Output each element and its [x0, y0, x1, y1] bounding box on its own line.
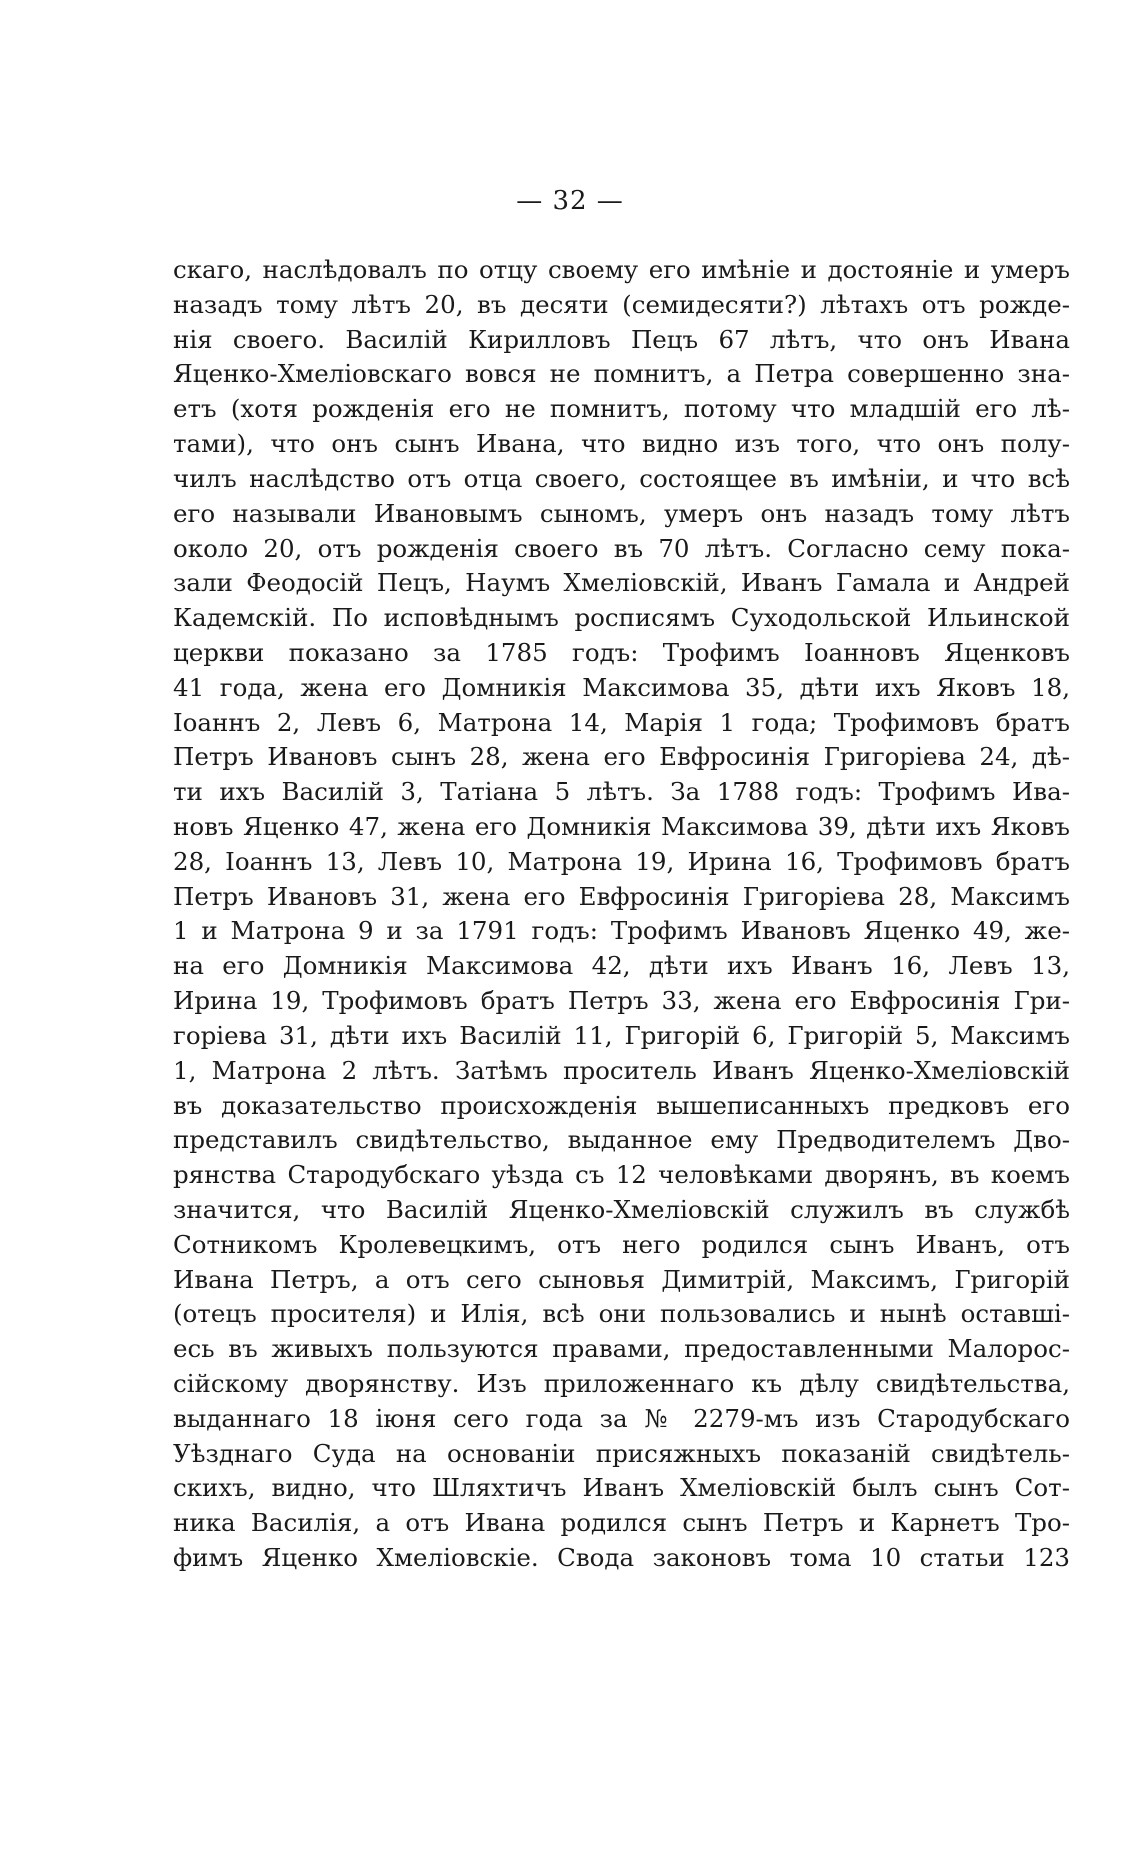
text-line: въ доказательство происхожденія вышеписанныхъ предковъ его [173, 1090, 1070, 1120]
text-line: Ивана Петръ, а отъ сего сыновья Димитрій, Максимъ, Григорій [173, 1264, 1070, 1294]
text-line: значится, что Василій Яценко-Хмеліовскій служилъ въ службѣ [173, 1194, 1070, 1224]
text-line: тами), что онъ сынъ Ивана, что видно изъ того, что онъ полу- [173, 429, 1070, 459]
text-line: около 20, отъ рожденія своего въ 70 лѣтъ. Согласно сему пока- [173, 533, 1070, 563]
text-line: 28, Іоаннъ 13, Левъ 10, Матрона 19, Ирина 16, Трофимовъ братъ [173, 846, 1070, 876]
text-line: етъ (хотя рожденія его не помнитъ, потому что младшій его лѣ- [173, 394, 1070, 424]
text-line: скихъ, видно, что Шляхтичъ Иванъ Хмеліовскій былъ сынъ Сот- [173, 1473, 1070, 1503]
text-line: горіева 31, дѣти ихъ Василій 11, Григорій 6, Григорій 5, Максимъ [173, 1020, 1070, 1050]
text-line: Уѣзднаго Суда на основаніи присяжныхъ показаній свидѣтель- [173, 1438, 1070, 1468]
text-line: ти ихъ Василій 3, Татіана 5 лѣтъ. За 1788 годъ: Трофимъ Ива- [173, 777, 1070, 807]
text-line: представилъ свидѣтельство, выданное ему Предводителемъ Дво- [173, 1125, 1070, 1155]
text-line: Яценко-Хмеліовскаго вовся не помнитъ, а Петра совершенно зна- [173, 359, 1070, 389]
text-line: Петръ Ивановъ сынъ 28, жена его Евфросинія Григоріева 24, дѣ- [173, 742, 1070, 772]
text-line: сійскому дворянству. Изъ приложеннаго къ дѣлу свидѣтельства, [173, 1369, 1070, 1398]
text-line: на его Домникія Максимова 42, дѣти ихъ Иванъ 16, Левъ 13, [173, 951, 1070, 981]
body-text [173, 253, 1070, 1576]
text-line: Кадемскій. По исповѣднымъ росписямъ Суходольской Ильинской [173, 603, 1070, 633]
text-line: ника Василія, а отъ Ивана родился сынъ Петръ и Карнетъ Тро- [173, 1508, 1070, 1538]
text-line: фимъ Яценко Хмеліовскіе. Свода законовъ тома 10 статьи 123 [173, 1543, 1070, 1573]
text-line: Іоаннъ 2, Левъ 6, Матрона 14, Марія 1 года; Трофимовъ братъ [173, 707, 1070, 737]
text-line: есь въ живыхъ пользуются правами, предоставленными Малорос- [173, 1334, 1070, 1364]
text-line: нія своего. Василій Кирилловъ Пецъ 67 лѣтъ, что онъ Ивана [173, 324, 1070, 354]
text-line: Сотникомъ Кролевецкимъ, отъ него родился сынъ Иванъ, отъ [173, 1229, 1070, 1259]
text-line: 1 и Матрона 9 и за 1791 годъ: Трофимъ Ивановъ Яценко 49, же- [173, 916, 1070, 946]
text-line: 41 года, жена его Домникія Максимова 35, дѣти ихъ Яковъ 18, [173, 672, 1070, 702]
text-line: церкви показано за 1785 годъ: Трофимъ Іоанновъ Яценковъ [173, 637, 1070, 667]
text-line: (отецъ просителя) и Илія, всѣ они пользовались и нынѣ оставші- [173, 1299, 1070, 1329]
text-line: назадъ тому лѣтъ 20, въ десяти (семидесяти?) лѣтахъ отъ рожде- [173, 289, 1070, 319]
page-number: — 32 — [516, 186, 624, 216]
text-line: его называли Ивановымъ сыномъ, умеръ онъ назадъ тому лѣтъ [173, 498, 1070, 528]
text-line: Петръ Ивановъ 31, жена его Евфросинія Григоріева 28, Максимъ [173, 881, 1070, 911]
text-line: зали Феодосій Пецъ, Наумъ Хмеліовскій, Иванъ Гамала и Андрей [173, 568, 1070, 598]
text-line: чилъ наслѣдство отъ отца своего, состоящее въ имѣніи, и что всѣ [173, 463, 1070, 493]
text-line: Ирина 19, Трофимовъ братъ Петръ 33, жена его Евфросинія Гри- [173, 986, 1070, 1016]
text-line: скаго, наслѣдовалъ по отцу своему его имѣніе и достояніе и умеръ [173, 255, 1070, 284]
text-line: выданнаго 18 іюня сего года за № 2279-мъ изъ Стародубскаго [173, 1403, 1070, 1433]
text-line: 1, Матрона 2 лѣтъ. Затѣмъ проситель Иванъ Яценко-Хмеліовскій [173, 1055, 1070, 1085]
text-line: рянства Стародубскаго уѣзда съ 12 человѣками дворянъ, въ коемъ [173, 1160, 1070, 1190]
text-line: новъ Яценко 47, жена его Домникія Максимова 39, дѣти ихъ Яковъ [173, 812, 1070, 841]
